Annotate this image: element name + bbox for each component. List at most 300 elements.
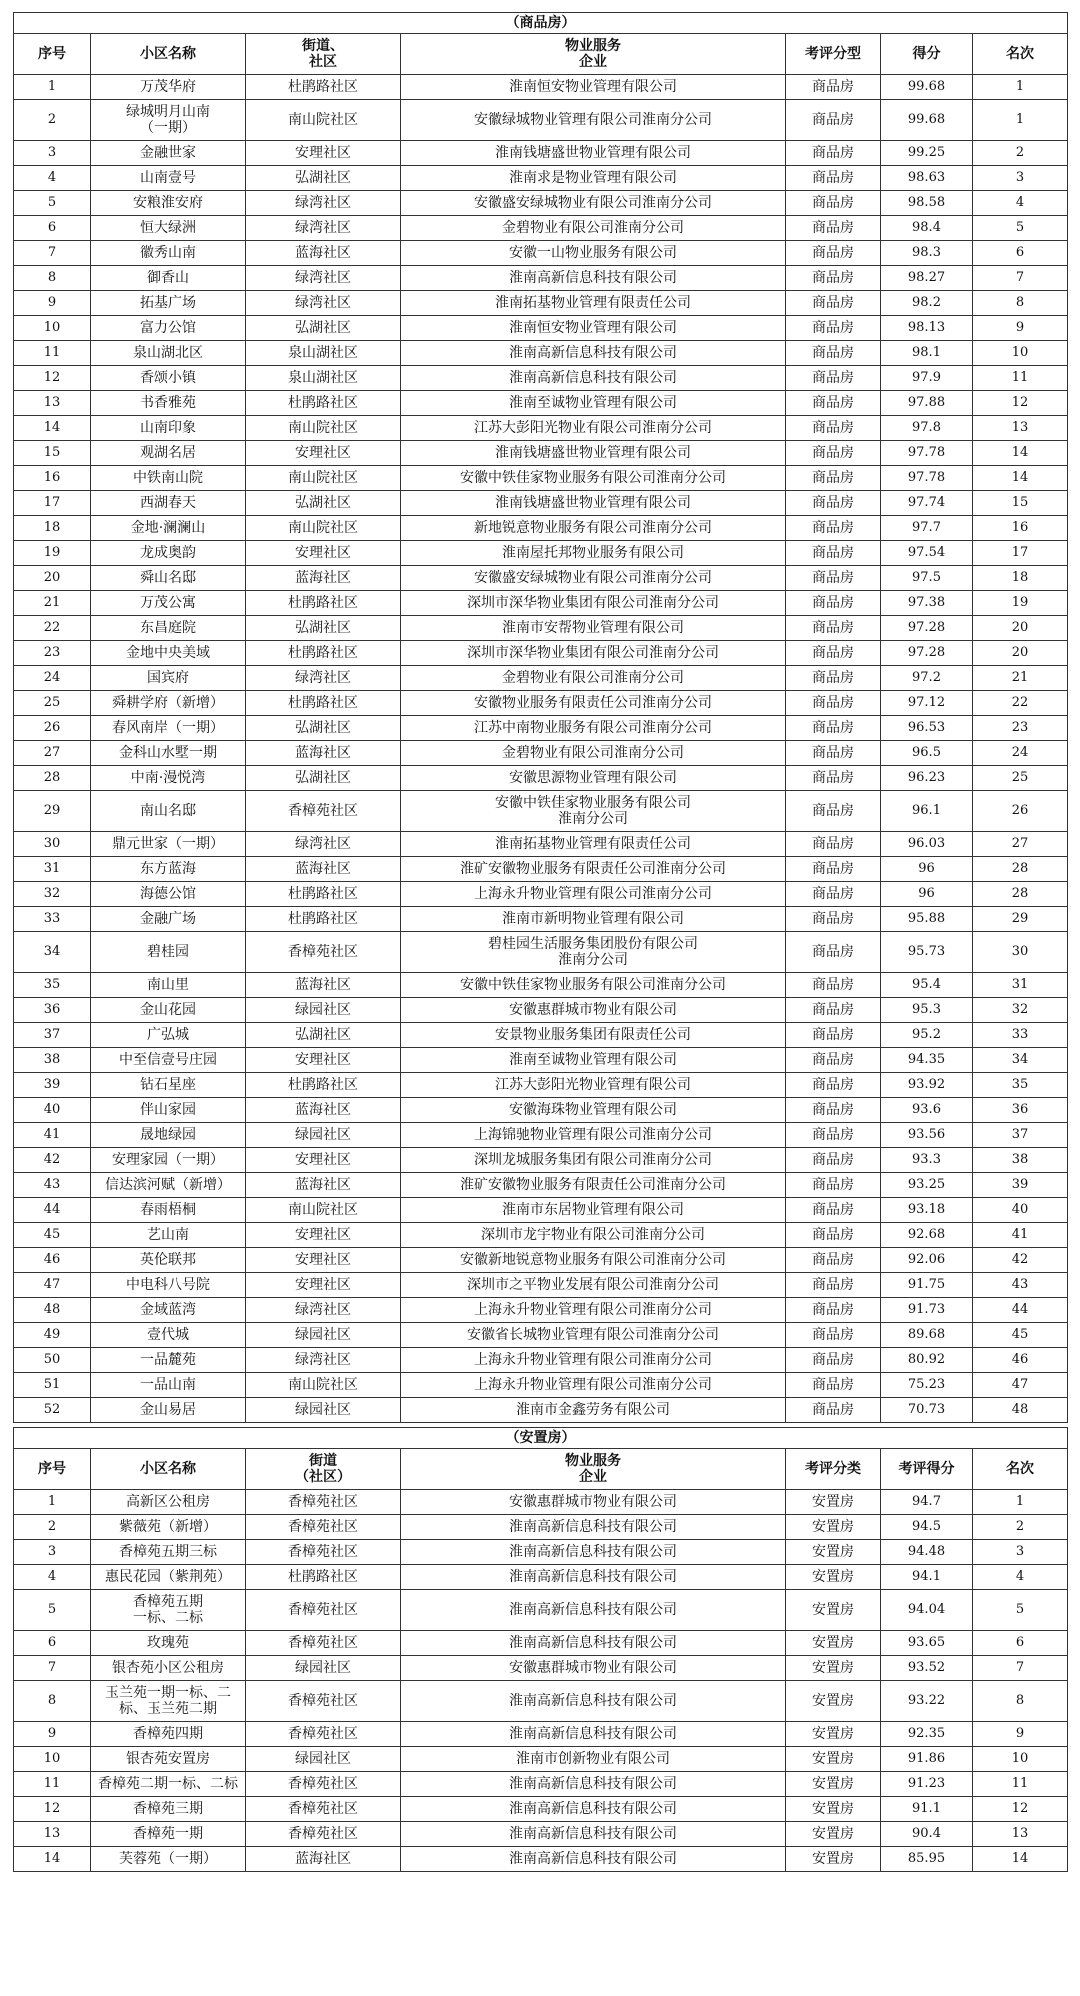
cell-community-name: 一品麓苑 (91, 1348, 246, 1373)
cell-community-name: 南山里 (91, 973, 246, 998)
cell-rank: 1 (973, 1490, 1068, 1515)
table-row (14, 1515, 1068, 1540)
cell-seq: 18 (14, 516, 91, 541)
cell-community-name: 金融广场 (91, 907, 246, 932)
cell-community-name: 壹代城 (91, 1323, 246, 1348)
column-header-community-name: 小区名称 (91, 34, 246, 75)
table-row (14, 1565, 1068, 1590)
cell-property-company: 安徽盛安绿城物业有限公司淮南分公司 (401, 566, 786, 591)
cell-score: 97.2 (881, 666, 973, 691)
cell-evaluation-type: 安置房 (786, 1772, 881, 1797)
cell-rank: 3 (973, 1540, 1068, 1565)
cell-rank: 45 (973, 1323, 1068, 1348)
cell-street-community: 杜鹃路社区 (246, 391, 401, 416)
cell-property-company: 淮南市创新物业有限公司 (401, 1747, 786, 1772)
cell-evaluation-type: 商品房 (786, 1198, 881, 1223)
cell-score: 95.4 (881, 973, 973, 998)
cell-rank: 48 (973, 1398, 1068, 1423)
cell-street-community: 弘湖社区 (246, 491, 401, 516)
cell-rank: 7 (973, 1656, 1068, 1681)
cell-community-name: 金山花园 (91, 998, 246, 1023)
cell-evaluation-type: 安置房 (786, 1656, 881, 1681)
cell-property-company: 淮南市新明物业管理有限公司 (401, 907, 786, 932)
cell-evaluation-type: 商品房 (786, 416, 881, 441)
cell-seq: 31 (14, 857, 91, 882)
cell-seq: 2 (14, 1515, 91, 1540)
cell-score: 93.3 (881, 1148, 973, 1173)
cell-seq: 6 (14, 216, 91, 241)
cell-property-company: 淮南高新信息科技有限公司 (401, 1631, 786, 1656)
cell-score: 93.92 (881, 1073, 973, 1098)
cell-rank: 38 (973, 1148, 1068, 1173)
cell-community-name: 一品山南 (91, 1373, 246, 1398)
cell-seq: 35 (14, 973, 91, 998)
cell-seq: 7 (14, 1656, 91, 1681)
table-row (14, 316, 1068, 341)
cell-seq: 3 (14, 141, 91, 166)
table-row (14, 1348, 1068, 1373)
cell-evaluation-type: 商品房 (786, 973, 881, 998)
cell-property-company: 上海永升物业管理有限公司淮南分公司 (401, 882, 786, 907)
cell-seq: 4 (14, 166, 91, 191)
cell-seq: 23 (14, 641, 91, 666)
cell-seq: 17 (14, 491, 91, 516)
cell-street-community: 香樟苑社区 (246, 1681, 401, 1722)
cell-street-community: 蓝海社区 (246, 973, 401, 998)
cell-community-name: 南山名邸 (91, 791, 246, 832)
table-row (14, 1797, 1068, 1822)
cell-rank: 30 (973, 932, 1068, 973)
section-title: （商品房） (14, 13, 1068, 34)
cell-seq: 3 (14, 1540, 91, 1565)
cell-property-company: 淮南高新信息科技有限公司 (401, 1772, 786, 1797)
cell-street-community: 南山院社区 (246, 516, 401, 541)
cell-seq: 1 (14, 75, 91, 100)
cell-rank: 47 (973, 1373, 1068, 1398)
cell-score: 96.23 (881, 766, 973, 791)
cell-community-name: 御香山 (91, 266, 246, 291)
cell-evaluation-type: 商品房 (786, 1223, 881, 1248)
cell-property-company: 淮矿安徽物业服务有限责任公司淮南分公司 (401, 1173, 786, 1198)
cell-rank: 5 (973, 216, 1068, 241)
column-header-street-community: 街道 （社区） (246, 1449, 401, 1490)
cell-community-name: 春风南岸（一期） (91, 716, 246, 741)
cell-seq: 6 (14, 1631, 91, 1656)
cell-seq: 1 (14, 1490, 91, 1515)
cell-rank: 6 (973, 241, 1068, 266)
cell-rank: 24 (973, 741, 1068, 766)
cell-community-name: 紫薇苑（新增） (91, 1515, 246, 1540)
section-title: （安置房） (14, 1428, 1068, 1449)
cell-score: 96 (881, 857, 973, 882)
cell-evaluation-type: 商品房 (786, 1123, 881, 1148)
cell-rank: 22 (973, 691, 1068, 716)
cell-street-community: 香樟苑社区 (246, 1722, 401, 1747)
cell-evaluation-type: 商品房 (786, 491, 881, 516)
cell-street-community: 弘湖社区 (246, 716, 401, 741)
cell-seq: 33 (14, 907, 91, 932)
table-row (14, 1148, 1068, 1173)
cell-score: 93.52 (881, 1656, 973, 1681)
cell-property-company: 上海锦驰物业管理有限公司淮南分公司 (401, 1123, 786, 1148)
cell-seq: 26 (14, 716, 91, 741)
cell-rank: 11 (973, 366, 1068, 391)
cell-evaluation-type: 安置房 (786, 1490, 881, 1515)
cell-seq: 51 (14, 1373, 91, 1398)
cell-score: 97.74 (881, 491, 973, 516)
cell-rank: 15 (973, 491, 1068, 516)
column-header-score: 考评得分 (881, 1449, 973, 1490)
cell-community-name: 书香雅苑 (91, 391, 246, 416)
cell-property-company: 深圳市之平物业发展有限公司淮南分公司 (401, 1273, 786, 1298)
table-row (14, 1223, 1068, 1248)
cell-street-community: 绿园社区 (246, 1398, 401, 1423)
cell-community-name: 银杏苑小区公租房 (91, 1656, 246, 1681)
cell-seq: 48 (14, 1298, 91, 1323)
cell-evaluation-type: 商品房 (786, 932, 881, 973)
table-row (14, 1590, 1068, 1631)
cell-community-name: 舜山名邸 (91, 566, 246, 591)
cell-score: 94.04 (881, 1590, 973, 1631)
cell-street-community: 泉山湖社区 (246, 366, 401, 391)
cell-property-company: 淮南高新信息科技有限公司 (401, 266, 786, 291)
table-row (14, 998, 1068, 1023)
cell-property-company: 淮南钱塘盛世物业管理有限公司 (401, 141, 786, 166)
cell-community-name: 玫瑰苑 (91, 1631, 246, 1656)
cell-evaluation-type: 安置房 (786, 1822, 881, 1847)
column-header-evaluation-type: 考评分类 (786, 1449, 881, 1490)
cell-rank: 9 (973, 316, 1068, 341)
cell-evaluation-type: 商品房 (786, 641, 881, 666)
table-row (14, 291, 1068, 316)
cell-rank: 8 (973, 291, 1068, 316)
cell-seq: 9 (14, 1722, 91, 1747)
cell-evaluation-type: 安置房 (786, 1722, 881, 1747)
cell-street-community: 蓝海社区 (246, 241, 401, 266)
cell-seq: 34 (14, 932, 91, 973)
table-row (14, 491, 1068, 516)
cell-score: 94.5 (881, 1515, 973, 1540)
cell-street-community: 安理社区 (246, 1223, 401, 1248)
cell-property-company: 上海永升物业管理有限公司淮南分公司 (401, 1298, 786, 1323)
cell-rank: 17 (973, 541, 1068, 566)
cell-evaluation-type: 商品房 (786, 791, 881, 832)
cell-evaluation-type: 商品房 (786, 366, 881, 391)
table-row (14, 1656, 1068, 1681)
cell-street-community: 香樟苑社区 (246, 791, 401, 832)
cell-score: 93.56 (881, 1123, 973, 1148)
cell-street-community: 绿湾社区 (246, 1348, 401, 1373)
cell-seq: 45 (14, 1223, 91, 1248)
cell-community-name: 香樟苑四期 (91, 1722, 246, 1747)
table-row (14, 1273, 1068, 1298)
cell-property-company: 淮南钱塘盛世物业管理有限公司 (401, 441, 786, 466)
cell-seq: 13 (14, 1822, 91, 1847)
cell-evaluation-type: 商品房 (786, 1248, 881, 1273)
cell-evaluation-type: 商品房 (786, 1273, 881, 1298)
cell-street-community: 绿湾社区 (246, 191, 401, 216)
column-header-score: 得分 (881, 34, 973, 75)
cell-evaluation-type: 商品房 (786, 516, 881, 541)
cell-seq: 38 (14, 1048, 91, 1073)
table-row (14, 1490, 1068, 1515)
cell-property-company: 淮南高新信息科技有限公司 (401, 1847, 786, 1872)
cell-score: 98.1 (881, 341, 973, 366)
cell-street-community: 安理社区 (246, 1048, 401, 1073)
cell-property-company: 淮南高新信息科技有限公司 (401, 1590, 786, 1631)
cell-rank: 18 (973, 566, 1068, 591)
cell-property-company: 淮南高新信息科技有限公司 (401, 1797, 786, 1822)
cell-seq: 15 (14, 441, 91, 466)
cell-community-name: 徽秀山南 (91, 241, 246, 266)
cell-seq: 52 (14, 1398, 91, 1423)
cell-evaluation-type: 商品房 (786, 1098, 881, 1123)
cell-property-company: 安徽新地锐意物业服务有限公司淮南分公司 (401, 1248, 786, 1273)
cell-street-community: 绿湾社区 (246, 666, 401, 691)
cell-score: 97.7 (881, 516, 973, 541)
cell-score: 98.13 (881, 316, 973, 341)
cell-street-community: 杜鹃路社区 (246, 1565, 401, 1590)
cell-evaluation-type: 商品房 (786, 716, 881, 741)
cell-evaluation-type: 商品房 (786, 857, 881, 882)
cell-community-name: 惠民花园（紫荆苑） (91, 1565, 246, 1590)
cell-community-name: 中南·漫悦湾 (91, 766, 246, 791)
cell-property-company: 淮南恒安物业管理有限公司 (401, 75, 786, 100)
cell-property-company: 淮矿安徽物业服务有限责任公司淮南分公司 (401, 857, 786, 882)
table-row (14, 1747, 1068, 1772)
table-row (14, 1248, 1068, 1273)
cell-seq: 7 (14, 241, 91, 266)
cell-rank: 12 (973, 1797, 1068, 1822)
cell-score: 91.23 (881, 1772, 973, 1797)
cell-street-community: 弘湖社区 (246, 616, 401, 641)
cell-seq: 29 (14, 791, 91, 832)
cell-seq: 16 (14, 466, 91, 491)
table-row (14, 1722, 1068, 1747)
cell-rank: 25 (973, 766, 1068, 791)
cell-seq: 49 (14, 1323, 91, 1348)
cell-score: 75.23 (881, 1373, 973, 1398)
cell-community-name: 春雨梧桐 (91, 1198, 246, 1223)
cell-property-company: 淮南钱塘盛世物业管理有限公司 (401, 491, 786, 516)
table-row (14, 716, 1068, 741)
cell-evaluation-type: 商品房 (786, 1073, 881, 1098)
cell-rank: 8 (973, 1681, 1068, 1722)
cell-property-company: 深圳市深华物业集团有限公司淮南分公司 (401, 591, 786, 616)
cell-rank: 32 (973, 998, 1068, 1023)
cell-score: 98.27 (881, 266, 973, 291)
cell-rank: 35 (973, 1073, 1068, 1098)
cell-rank: 14 (973, 441, 1068, 466)
cell-score: 90.4 (881, 1822, 973, 1847)
table-row (14, 1398, 1068, 1423)
cell-property-company: 安徽绿城物业管理有限公司淮南分公司 (401, 100, 786, 141)
cell-community-name: 龙成奥韵 (91, 541, 246, 566)
column-header-rank: 名次 (973, 34, 1068, 75)
cell-rank: 19 (973, 591, 1068, 616)
cell-street-community: 香樟苑社区 (246, 1797, 401, 1822)
cell-rank: 14 (973, 1847, 1068, 1872)
cell-property-company: 安徽省长城物业管理有限公司淮南分公司 (401, 1323, 786, 1348)
cell-community-name: 银杏苑安置房 (91, 1747, 246, 1772)
cell-evaluation-type: 商品房 (786, 266, 881, 291)
cell-evaluation-type: 商品房 (786, 141, 881, 166)
cell-seq: 43 (14, 1173, 91, 1198)
table-row (14, 1073, 1068, 1098)
table-row (14, 791, 1068, 832)
cell-seq: 40 (14, 1098, 91, 1123)
cell-score: 96.1 (881, 791, 973, 832)
cell-street-community: 弘湖社区 (246, 766, 401, 791)
cell-score: 98.3 (881, 241, 973, 266)
cell-street-community: 香樟苑社区 (246, 1540, 401, 1565)
table-row (14, 100, 1068, 141)
cell-seq: 20 (14, 566, 91, 591)
cell-evaluation-type: 商品房 (786, 1173, 881, 1198)
cell-rank: 31 (973, 973, 1068, 998)
cell-street-community: 绿湾社区 (246, 291, 401, 316)
cell-seq: 13 (14, 391, 91, 416)
cell-score: 97.5 (881, 566, 973, 591)
cell-evaluation-type: 商品房 (786, 166, 881, 191)
cell-street-community: 安理社区 (246, 1273, 401, 1298)
column-header-property-company: 物业服务 企业 (401, 1449, 786, 1490)
cell-community-name: 万茂公寓 (91, 591, 246, 616)
table-row (14, 666, 1068, 691)
cell-community-name: 香颂小镇 (91, 366, 246, 391)
table-row (14, 1631, 1068, 1656)
cell-street-community: 香樟苑社区 (246, 1772, 401, 1797)
cell-rank: 20 (973, 616, 1068, 641)
cell-property-company: 淮南高新信息科技有限公司 (401, 1681, 786, 1722)
cell-street-community: 安理社区 (246, 1148, 401, 1173)
cell-seq: 37 (14, 1023, 91, 1048)
cell-property-company: 深圳市龙宇物业有限公司淮南分公司 (401, 1223, 786, 1248)
cell-evaluation-type: 商品房 (786, 316, 881, 341)
cell-community-name: 玉兰苑一期一标、二 标、玉兰苑二期 (91, 1681, 246, 1722)
section-title-row (14, 13, 1068, 34)
cell-score: 92.06 (881, 1248, 973, 1273)
cell-community-name: 芙蓉苑（一期） (91, 1847, 246, 1872)
column-header-seq: 序号 (14, 1449, 91, 1490)
cell-rank: 7 (973, 266, 1068, 291)
cell-community-name: 伴山家园 (91, 1098, 246, 1123)
table-row (14, 1323, 1068, 1348)
cell-score: 94.35 (881, 1048, 973, 1073)
table-header-row (14, 1449, 1068, 1490)
cell-rank: 6 (973, 1631, 1068, 1656)
cell-property-company: 碧桂园生活服务集团股份有限公司 淮南分公司 (401, 932, 786, 973)
cell-community-name: 英伦联邦 (91, 1248, 246, 1273)
table-row (14, 1847, 1068, 1872)
cell-community-name: 安粮淮安府 (91, 191, 246, 216)
cell-rank: 44 (973, 1298, 1068, 1323)
cell-seq: 39 (14, 1073, 91, 1098)
cell-seq: 42 (14, 1148, 91, 1173)
cell-evaluation-type: 商品房 (786, 341, 881, 366)
cell-community-name: 山南印象 (91, 416, 246, 441)
cell-score: 97.28 (881, 641, 973, 666)
column-header-evaluation-type: 考评分型 (786, 34, 881, 75)
cell-property-company: 新地锐意物业服务有限公司淮南分公司 (401, 516, 786, 541)
cell-evaluation-type: 安置房 (786, 1565, 881, 1590)
cell-community-name: 香樟苑三期 (91, 1797, 246, 1822)
table-row (14, 216, 1068, 241)
cell-seq: 2 (14, 100, 91, 141)
cell-seq: 28 (14, 766, 91, 791)
cell-street-community: 弘湖社区 (246, 1023, 401, 1048)
cell-seq: 25 (14, 691, 91, 716)
cell-seq: 8 (14, 1681, 91, 1722)
cell-rank: 29 (973, 907, 1068, 932)
cell-property-company: 淮南恒安物业管理有限公司 (401, 316, 786, 341)
cell-seq: 32 (14, 882, 91, 907)
cell-score: 98.2 (881, 291, 973, 316)
cell-street-community: 南山院社区 (246, 100, 401, 141)
cell-seq: 5 (14, 1590, 91, 1631)
cell-street-community: 绿园社区 (246, 1656, 401, 1681)
cell-community-name: 金地中央美域 (91, 641, 246, 666)
table-header-row (14, 34, 1068, 75)
table-row (14, 932, 1068, 973)
cell-evaluation-type: 商品房 (786, 391, 881, 416)
cell-seq: 12 (14, 1797, 91, 1822)
cell-evaluation-type: 商品房 (786, 566, 881, 591)
cell-seq: 19 (14, 541, 91, 566)
cell-evaluation-type: 安置房 (786, 1681, 881, 1722)
table-row (14, 416, 1068, 441)
table-row (14, 1173, 1068, 1198)
table-row (14, 266, 1068, 291)
cell-property-company: 金碧物业有限公司淮南分公司 (401, 216, 786, 241)
cell-property-company: 淮南高新信息科技有限公司 (401, 1540, 786, 1565)
cell-rank: 40 (973, 1198, 1068, 1223)
cell-street-community: 南山院社区 (246, 1198, 401, 1223)
cell-street-community: 杜鹃路社区 (246, 1073, 401, 1098)
table-row (14, 541, 1068, 566)
cell-property-company: 淮南高新信息科技有限公司 (401, 1565, 786, 1590)
cell-rank: 2 (973, 141, 1068, 166)
cell-evaluation-type: 商品房 (786, 466, 881, 491)
table-row (14, 1298, 1068, 1323)
cell-evaluation-type: 商品房 (786, 882, 881, 907)
cell-street-community: 蓝海社区 (246, 857, 401, 882)
cell-evaluation-type: 商品房 (786, 907, 881, 932)
cell-community-name: 泉山湖北区 (91, 341, 246, 366)
cell-score: 97.54 (881, 541, 973, 566)
cell-score: 97.9 (881, 366, 973, 391)
table-row (14, 1023, 1068, 1048)
cell-rank: 10 (973, 341, 1068, 366)
cell-property-company: 安徽物业服务有限责任公司淮南分公司 (401, 691, 786, 716)
cell-property-company: 安景物业服务集团有限责任公司 (401, 1023, 786, 1048)
cell-seq: 24 (14, 666, 91, 691)
cell-evaluation-type: 商品房 (786, 691, 881, 716)
cell-community-name: 香樟苑五期 一标、二标 (91, 1590, 246, 1631)
cell-seq: 21 (14, 591, 91, 616)
cell-seq: 30 (14, 832, 91, 857)
cell-community-name: 观湖名居 (91, 441, 246, 466)
cell-rank: 13 (973, 1822, 1068, 1847)
table-row (14, 832, 1068, 857)
cell-property-company: 淮南市东居物业管理有限公司 (401, 1198, 786, 1223)
cell-score: 96.03 (881, 832, 973, 857)
cell-score: 97.12 (881, 691, 973, 716)
table-row (14, 466, 1068, 491)
cell-score: 93.25 (881, 1173, 973, 1198)
cell-rank: 21 (973, 666, 1068, 691)
cell-score: 96.5 (881, 741, 973, 766)
